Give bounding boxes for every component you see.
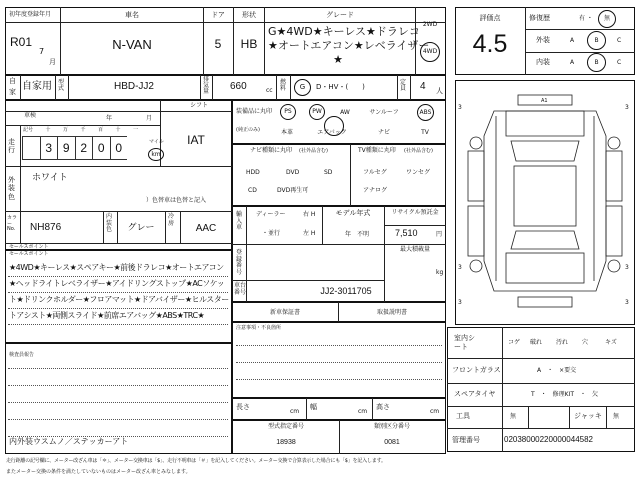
grade-label: グレード xyxy=(326,11,354,19)
equip-pw-circled: PW xyxy=(309,104,325,120)
car-front-outline xyxy=(484,111,606,291)
height-label: 高さ xyxy=(376,403,390,411)
sales-points-label: セールスポイント xyxy=(9,244,49,250)
mileage-digit: 3 xyxy=(45,141,53,155)
mileage-digit: 0 xyxy=(115,141,123,155)
mgmt-value: 02038000220000044582 xyxy=(504,435,593,444)
shape-value: HB xyxy=(240,37,258,51)
right-door-front xyxy=(606,151,622,201)
capacity-label: 定員 xyxy=(400,79,407,92)
fuel-g-circled: G xyxy=(294,79,311,96)
exterior-label: 外装 xyxy=(536,36,550,44)
import-parallel: ・並行 xyxy=(262,230,281,237)
fuel-rest: D・HV・( ) xyxy=(316,83,365,91)
tools-value: 無 xyxy=(510,413,517,420)
mileage-unit-label: 一 xyxy=(133,127,139,133)
wheel-rl xyxy=(470,260,482,272)
spare-label: スペアタイヤ xyxy=(454,390,496,398)
capacity-value: 4 xyxy=(420,81,426,92)
shape-label: 形状 xyxy=(242,11,256,19)
inspection-year: 年 xyxy=(106,115,113,122)
import-label: 輸入車 xyxy=(236,211,243,232)
navi-dvd-play: DVD再生可 xyxy=(277,187,309,194)
mileage-unit-label: 十 xyxy=(45,127,51,133)
use-kanji2: 家 xyxy=(9,88,16,96)
equip-sunroof: サンルーフ xyxy=(369,109,399,116)
length-label: 長さ xyxy=(236,403,250,411)
manual-label: 取扱説明書 xyxy=(376,309,408,316)
ac-value: AAC xyxy=(195,223,217,234)
capacity-unit: 人 xyxy=(436,87,443,95)
diag-label-4: 3 xyxy=(625,264,629,271)
jack-value: 無 xyxy=(613,413,620,420)
left-door-rear xyxy=(468,206,484,256)
width-label: 幅 xyxy=(310,403,317,411)
bumper-rear xyxy=(518,297,572,307)
seat-label: 室内シート xyxy=(454,334,475,352)
car-name: N-VAN xyxy=(112,37,152,52)
use-value: 自家用 xyxy=(22,81,52,92)
car-tailgate xyxy=(506,253,584,283)
reg-label: 初年度登録年月 xyxy=(9,11,52,18)
mileage-digit-box xyxy=(40,136,58,160)
jack-label: ジャッキ xyxy=(574,412,602,420)
shift-label: シフト xyxy=(190,102,209,109)
color-code-value: NH876 xyxy=(30,222,62,233)
navi-dvd: DVD xyxy=(286,169,300,176)
reg-month: 7 xyxy=(39,47,45,56)
equip-leather: 本革 xyxy=(280,129,294,136)
mileage-unit-label: 百 xyxy=(98,127,104,133)
grade-line2: ★オートエアコン★レベライザー xyxy=(268,39,430,52)
car-windshield xyxy=(511,141,579,161)
tv-oneseg: ワンセグ xyxy=(406,169,431,176)
equip-tv: TV xyxy=(421,129,429,136)
drive-2wd: 2WD xyxy=(422,21,438,28)
interior-a: A xyxy=(570,59,575,66)
equip-ps-circled: PS xyxy=(280,104,296,120)
doors-label: ドア xyxy=(211,11,225,19)
tools-label: 工具 xyxy=(456,412,470,420)
max-load-unit: kg xyxy=(436,269,444,276)
use-kanji: 自 xyxy=(9,77,16,85)
left-door-front xyxy=(468,151,484,201)
sales-line-4: トアシスト★両側スライド★前席エアバッグ★ABS★TRC★ xyxy=(9,311,205,320)
doors-value: 5 xyxy=(214,37,222,51)
reg-no-label: 登録番号 xyxy=(236,249,243,276)
dimensions-block xyxy=(232,398,446,420)
type-no-label: 型式指定番号 xyxy=(267,423,305,430)
mileage-unit-label: 記号 xyxy=(23,127,34,133)
mileage-digit: 2 xyxy=(80,141,88,155)
inspector-label: 検査員報告 xyxy=(9,352,35,358)
seat-item-2: 破れ xyxy=(530,339,543,346)
right-door-rear xyxy=(606,206,622,256)
equipment-label: 装備品に丸印 xyxy=(236,108,273,115)
grade-line3: ★ xyxy=(333,53,343,66)
mileage-digit: 9 xyxy=(62,141,70,155)
chassis-label: 車台番号 xyxy=(234,282,247,296)
warranty-label: 新車保証書 xyxy=(269,309,301,316)
sales-points-heading: セールスポイント xyxy=(9,251,49,257)
type-no-value: 18938 xyxy=(276,439,296,446)
footer-line-2: またメーター交換の条件を満たしていないものはメーター改ざん車とみなします。 xyxy=(6,469,191,475)
seat-item-3: 汚れ xyxy=(556,339,569,346)
wheel-rr xyxy=(608,260,620,272)
wheel-fr xyxy=(608,137,620,149)
notes-block xyxy=(232,322,446,398)
mileage-digit-box xyxy=(92,136,110,160)
color-value: ホワイト xyxy=(32,173,68,183)
sales-line-3: ト★ドリンクホルダー★フロアマット★ドアバイザー★ヒルスター xyxy=(9,295,229,304)
recycle-value: 7,510 xyxy=(395,228,418,238)
car-rear-glass xyxy=(511,231,579,249)
length-unit: cm xyxy=(290,408,300,415)
ac-label: 冷房 xyxy=(168,213,175,227)
drive-4wd-circled: 4WD xyxy=(420,42,440,62)
fuel-label: 燃料 xyxy=(280,79,287,92)
model-year-label: モデル年式 xyxy=(335,209,371,217)
height-unit: cm xyxy=(430,408,440,415)
wheel-fl xyxy=(470,137,482,149)
model-year-value: 年 不明 xyxy=(345,231,370,238)
interior-c: C xyxy=(617,59,622,66)
import-left: 左 H xyxy=(303,230,316,237)
color-code-label: カラーNo. xyxy=(7,215,18,232)
model-label: 型式 xyxy=(58,79,65,92)
interior-b-circled: B xyxy=(587,53,606,72)
tv-fullseg: フルセグ xyxy=(363,169,387,176)
repair-none-circled: 無 xyxy=(598,10,616,28)
tv-title-sub: (社外品含む) xyxy=(404,148,433,154)
sales-line-1: ★4WD★キーレス★スペアキー★前後ドラレコ★オートエアコン xyxy=(9,263,224,272)
equip-abs-circled: ABS xyxy=(417,104,434,121)
exterior-a: A xyxy=(570,37,575,44)
import-dealer: ディーラー xyxy=(256,211,286,218)
class-no-label: 類別区分番号 xyxy=(373,423,411,430)
mileage-digit-box xyxy=(75,136,93,160)
diag-label-1: 3 xyxy=(458,104,462,111)
inspection-month: 月 xyxy=(146,115,153,122)
color-note: ）色替車は色替と記入 xyxy=(146,197,207,204)
mileage-digit-box xyxy=(110,136,128,160)
equip-airbag: エアバック xyxy=(317,129,347,136)
seat-item-5: キズ xyxy=(605,339,617,346)
unit-mile: マイル xyxy=(149,139,164,145)
car-diagram xyxy=(456,81,634,324)
mileage-digit-box xyxy=(57,136,75,160)
month-unit: 月 xyxy=(49,58,56,66)
import-right: 右 H xyxy=(303,211,316,218)
notes-label: 注意事項・不良箇所 xyxy=(236,325,282,331)
score-value: 4.5 xyxy=(472,30,508,58)
navi-title: ナビ種類に丸印 xyxy=(250,147,293,154)
tv-title: TV種類に丸印 xyxy=(358,147,396,154)
repair-label: 修復歴 xyxy=(529,14,550,22)
diag-label-5: 3 xyxy=(458,299,462,306)
color-label: 外装色 xyxy=(8,176,15,201)
spare-value: T ・ 修理KIT ・ 欠 xyxy=(531,391,599,398)
shift-value: IAT xyxy=(187,133,205,147)
mgmt-label: 管理番号 xyxy=(452,436,480,444)
diag-label-3: 3 xyxy=(458,264,462,271)
exterior-c: C xyxy=(617,37,622,44)
recycle-label: リサイクル預託金 xyxy=(391,209,439,216)
interior-label: 内装 xyxy=(536,58,550,66)
score-label: 評価点 xyxy=(479,14,501,22)
interior-color-value: グレー xyxy=(127,223,155,233)
recycle-unit: 円 xyxy=(436,231,443,238)
class-no-value: 0081 xyxy=(384,439,400,446)
sales-line-2: ★ヘッドライトレベライザー★アイドリングストップ★ACソケッ xyxy=(9,279,225,288)
reg-era: R01 xyxy=(10,35,33,49)
mileage-unit-label: 万 xyxy=(63,127,69,133)
tv-analog: アナログ xyxy=(363,187,388,194)
inspection-label: 車検 xyxy=(24,112,37,119)
chassis-value: JJ2-3011705 xyxy=(320,286,372,296)
exterior-b-circled: B xyxy=(587,31,606,50)
glass-label: フロントガラス xyxy=(452,366,501,374)
disp-value: 660 xyxy=(230,81,247,92)
interior-color-label: 内装色 xyxy=(106,213,113,234)
footer-line-1: 走行距離の記号欄に、メーター改ざん車は「＊」、メーター交換車は「$」、走行不明車は「＃」を記入してください。メーター交換で合算表示した場合にも「$」を記入します。 xyxy=(6,458,386,464)
glass-value: A ・ ×要交 xyxy=(537,367,577,374)
equip-navi: ナビ xyxy=(377,129,391,136)
navi-hdd: HDD xyxy=(246,169,260,176)
width-unit: cm xyxy=(358,408,368,415)
disp-unit: cc xyxy=(266,87,273,94)
mileage-digit: 0 xyxy=(97,141,105,155)
mileage-unit-label: 十 xyxy=(115,127,121,133)
equipment-sub: (純正のみ) xyxy=(236,127,260,133)
repair-options: 有 ・ xyxy=(579,15,593,22)
diag-label-2: 3 xyxy=(625,104,629,111)
unit-km-circled: km xyxy=(148,148,164,161)
name-label: 車名 xyxy=(125,11,139,19)
navi-title-sub: (社外品含む) xyxy=(299,148,328,154)
car-cabin xyxy=(514,166,576,226)
model-value: HBD-JJ2 xyxy=(113,81,155,92)
grade-line1: G★4WD★キーレス★ドラレコ xyxy=(268,25,420,38)
navi-cd: CD xyxy=(248,187,257,194)
mileage-unit-label: 千 xyxy=(80,127,86,133)
diag-label-a1: A1 xyxy=(541,98,548,104)
navi-sd: SD xyxy=(324,169,333,176)
mileage-label: 走行 xyxy=(8,138,15,155)
car-hood xyxy=(506,111,584,136)
mileage-digit-box xyxy=(22,136,40,160)
disp-label: 排気量 xyxy=(203,76,210,95)
seat-item-1: コゲ xyxy=(508,339,521,346)
row-usage xyxy=(5,75,446,100)
docs-block xyxy=(232,302,446,322)
equip-aw: AW xyxy=(340,109,350,116)
seat-item-4: 穴 xyxy=(582,339,589,346)
diag-label-6: 3 xyxy=(625,299,629,306)
max-load-label: 最大積載量 xyxy=(399,246,431,253)
inspector-remark: 内外装ウスムノ／ステッカーアト xyxy=(9,437,129,446)
